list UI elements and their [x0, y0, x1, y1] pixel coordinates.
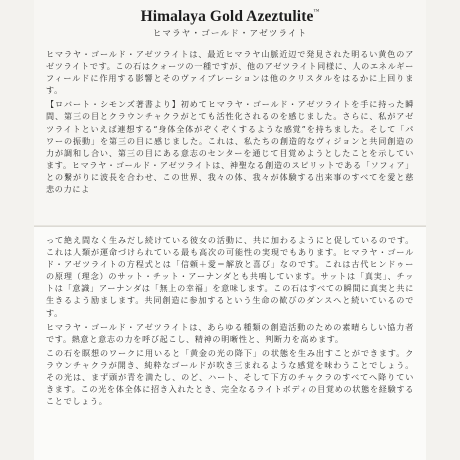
trademark-mark: ™ — [313, 9, 320, 15]
document-subtitle: ヒマラヤ・ゴールド・アゼツライト — [152, 29, 308, 39]
document-title-text: Himalaya Gold Azeztulite — [140, 8, 314, 25]
meditation-paragraph: この石を瞑想のワークに用いると「黄金の光の降下」の状態を生み出すことができます。クラウンチャクラが開き、純粋なゴールドが吹き三まれるような感覚を味わうことでしょう。その光は、まず頭が青を満たし、のど、ハート、そして下方のチャクラのすべてへ降りていきます。この光を体全体に招き入れたとき、完全なるライトボディの目覚めの状態を経験することでしょう。 — [46, 347, 414, 407]
intro-paragraph: ヒマラヤ・ゴールド・アゼツライトは、最近ヒマラヤ山脈近辺で発見された明るい黄色のアゼツライトです。この石はクォーツの一種ですが、他のアゼツライト同様に、人のエネルギーフィールドに作用する影響とそのヴァイブレーションは他のクリスタルをはるかに上回ります。 — [46, 49, 414, 96]
continuation-paragraph: って絶え間なく生みだし続けている彼女の活動に、共に加わるようにと促しているのです。これは人類が運命づけられている最も高次の可能性の実現でもあります。ヒマラヤ・ゴールド・アゼツライトの方程式とは「信頼＋愛＝解放と喜び」なのです。これは古代ヒンドゥーの原理（理念）のサット・チット・アーナンダとも共鳴しています。サットは「真実」、チットは「意識」アーナンダは「無上の幸福」を意味します。この石はすべての瞬間に真実と共に生きるよう励まします。共同創造に参加するという生命の歓びのダンスへと続いているのです。 — [46, 235, 414, 318]
simmons-quote-paragraph: 【ロバート・シモンズ著書より】初めてヒマラヤ・ゴールド・アゼツライトを手に持った瞬間、第三の目とクラウンチャクラがとても活性化されるのを感じました。さらに、私がアゼツライトといえば連想する“身体全体がぞくぞくするような感覚”を持ちました。そして「パワーの振動」を第三の目に感じました。これは、私たちの創造的なヴィジョンと共同創造の力が調和し合い、第三の目にある意志のセンターを通じて目覚めようとしたことを示しています。ヒマラヤ・ゴールド・アゼツライトは、神聖なる創造のスピリットである「ソフィア」との繋がりに波長を合わせ、この世界、我々の体、我々が体験する出来事のすべてを愛と慈悲の力によ — [46, 99, 414, 195]
document-title — [46, 0, 414, 26]
card-lower-panel — [34, 227, 426, 460]
creativity-paragraph: ヒマラヤ・ゴールド・アゼツライトは、あらゆる種類の創造活動のための素晴らしい協力者です。熱意と意志の力を呼び起こし、精神の明晰性と、判断力を高めます。 — [46, 321, 414, 344]
card-upper-panel — [34, 0, 426, 226]
